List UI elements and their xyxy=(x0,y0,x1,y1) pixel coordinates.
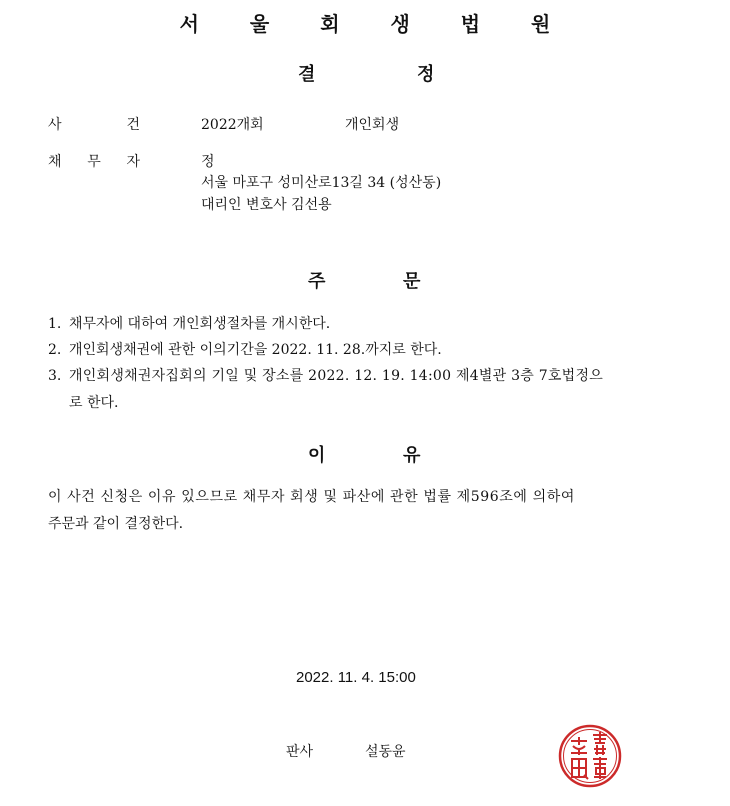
debtor-agent: 대리인 변호사 김선용 xyxy=(201,197,332,213)
debtor-name: 정 xyxy=(201,154,215,170)
court-name: 서 울 회 생 법 원 xyxy=(179,12,573,36)
doc-title-char-1: 결 xyxy=(298,64,316,85)
reason-heading-char-2: 유 xyxy=(403,445,421,466)
case-label: 사 건 xyxy=(48,117,140,133)
reason-line-2: 주문과 같이 결정한다. xyxy=(48,516,184,532)
seal-stamp-icon xyxy=(557,723,623,789)
debtor-label: 채 무 자 xyxy=(48,154,140,170)
case-number: 2022개회 xyxy=(201,117,264,133)
order-item-1-text: 채무자에 대하여 개인회생절차를 개시한다. xyxy=(69,316,331,332)
order-item-3-num: 3. xyxy=(48,368,62,384)
debtor-address: 서울 마포구 성미산로13길 34 (성산동) xyxy=(201,175,442,191)
judge-title: 판사 xyxy=(286,744,314,760)
order-item-2-text: 개인회생채권에 관한 이의기간을 2022. 11. 28.까지로 한다. xyxy=(69,342,442,358)
order-item-3-cont: 로 한다. xyxy=(69,395,119,411)
order-item-1-num: 1. xyxy=(48,316,62,332)
order-heading-char-1: 주 xyxy=(308,271,326,292)
doc-title-char-2: 정 xyxy=(417,64,435,85)
order-item-3-text: 개인회생채권자집회의 기일 및 장소를 2022. 12. 19. 14:00 제4별관 3층 7호법정으 xyxy=(69,368,604,384)
reason-heading-char-1: 이 xyxy=(308,445,326,466)
decision-date: 2022. 11. 4. 15:00 xyxy=(296,669,416,686)
order-heading-char-2: 문 xyxy=(403,271,421,292)
order-item-2-num: 2. xyxy=(48,342,62,358)
reason-line-1: 이 사건 신청은 이유 있으므로 채무자 회생 및 파산에 관한 법률 제596조에 의하여 xyxy=(48,489,575,505)
case-type: 개인회생 xyxy=(345,117,400,133)
judge-name: 설동윤 xyxy=(365,744,406,760)
